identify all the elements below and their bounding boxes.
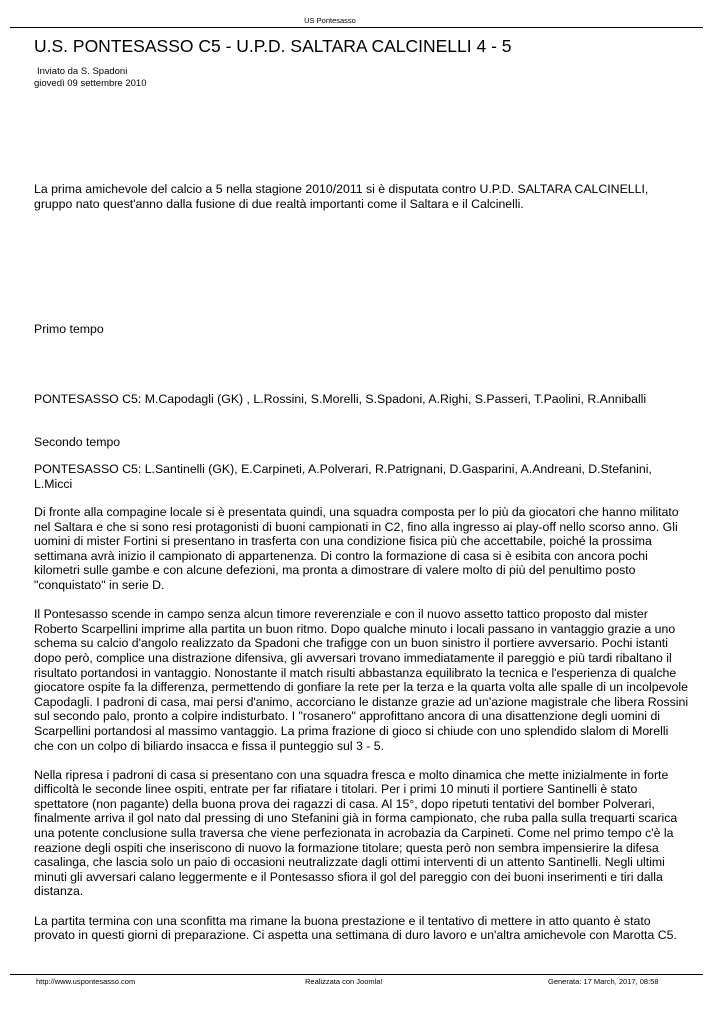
lineup-text: PONTESASSO C5: L.Santinelli (GK), E.Carpineti, A.Polverari, R.Patrignani, D.Gasparini, A.Andreani, D.Stefanini, L.Micci	[34, 462, 652, 491]
article-intro	[34, 182, 689, 211]
article-paragraph: Di fronte alla compagine locale si è presentata quindi, una squadra composta per lo più da giocatori che hanno militato nel Saltara e che si sono resi protagonisti di buoni campionati in C2, fino alla ingresso ai play-off nello scorso anno. Gli uomini di mister Fortini si presentano in trasferta con una condizione fisica più che accettabile, poiché la prossima settimana avrà inizio il campionato di appartenenza. Di contro la formazione di casa si è esibita con ancora pochi kilometri sulle gambe e con alcune defezioni, ma pronta a dimostrare di valere molto di più del penultimo posto "conquistato" in serie D.	[34, 505, 679, 592]
article-body	[34, 505, 689, 957]
secondo-tempo-heading	[34, 435, 689, 450]
article-date: giovedì 09 settembre 2010	[34, 78, 147, 89]
secondo-tempo-lineup	[34, 462, 689, 491]
header-divider	[10, 27, 703, 28]
heading-text: Secondo tempo	[34, 435, 121, 449]
primo-tempo-heading	[34, 322, 689, 337]
article-author: Inviato da S. Spadoni	[37, 66, 128, 77]
footer-powered-by: Realizzata con Joomla!	[305, 977, 383, 986]
article-meta	[34, 66, 147, 90]
article-paragraph: La partita termina con una sconfitta ma rimane la buona prestazione e il tentativo di mettere in atto quanto è stato provato in questi giorni di preparazione. Ci aspetta una settimana di duro lavoro e un'altra amichevole con Marotta C5.	[34, 913, 677, 943]
site-name-header: US Pontesasso	[304, 16, 356, 25]
intro-paragraph: La prima amichevole del calcio a 5 nella stagione 2010/2011 si è disputata contro U.P.D. SALTARA CALCINELLI, gruppo nato quest'anno dalla fusione di due realtà importanti come il Saltara e il Calcinelli.	[34, 182, 649, 211]
footer-divider	[10, 974, 703, 975]
article-paragraph: Nella ripresa i padroni di casa si presentano con una squadra fresca e molto dinamica che mette inizialmente in forte difficoltà le seconde linee ospiti, entrate per far rifiatare i titolari. Per i primi 10 minuti il portiere Santinelli è stato spettatore (non pagante) della buona prova dei ragazzi di casa. Al 15°, dopo ripetuti tentativi del bomber Polverari, finalmente arriva il gol nato dal pressing di uno Stefanini già in forma campionato, che ruba palla sulla trequarti scarica una potente conclusione sulla traversa che viene perfezionata in acrobazia da Carpineti. Come nel primo tempo c'è la reazione degli ospiti che inseriscono di nuovo la formazione titolare; questa però non sembra impensierire la difesa casalinga, che lascia solo un paio di occasioni neutralizzate dagli ottimi interventi di un attento Santinelli. Negli ultimi minuti gli avversari calano leggermente e il Pontesasso sfiora il gol del pareggio con dei buoni inserimenti e tiri dalla distanza.	[34, 767, 678, 899]
footer-url-link[interactable]: http://www.uspontesasso.com	[36, 977, 136, 986]
lineup-text: PONTESASSO C5: M.Capodagli (GK) , L.Rossini, S.Morelli, S.Spadoni, A.Righi, S.Passeri, T.Paolini, R.Anniballi	[34, 392, 647, 406]
article-title: U.S. PONTESASSO C5 - U.P.D. SALTARA CALCINELLI 4 - 5	[34, 36, 512, 56]
article-paragraph: Il Pontesasso scende in campo senza alcun timore reverenziale e con il nuovo assetto tattico proposto dal mister Roberto Scarpellini imprime alla partita un buon ritmo. Dopo qualche minuto i locali passano in vantaggio grazie a uno schema su calcio d'angolo realizzato da Spadoni che trafigge con un buon sinistro il portiere avversario. Pochi istanti dopo però, complice una distrazione difensiva, gli avversari trovano immediatamente il pareggio e più tardi ribaltano il risultato portandosi in vantaggio. Nonostante il match risulti abbastanza equilibrato la tecnica e l'esperienza di qualche giocatore ospite fa la differenza, permettendo di gonfiare la rete per la terza e la quarta volta alle spalle di un incolpevole Capodagli. I padroni di casa, mai persi d'animo, accorciano le distanze grazie ad un'azione magistrale che libera Rossini sul secondo palo, pronto a colpire indisturbato. I "rosanero" approfittano ancora di una disattenzione degli uomini di Scarpellini portandosi al massimo vantaggio. La prima frazione di gioco si chiude con uno splendido slalom di Morelli che con un colpo di biliardo insacca e fissa il punteggio sul 3 - 5.	[34, 607, 689, 753]
footer-generated-date: Generata: 17 March, 2017, 08:58	[548, 977, 659, 986]
heading-text: Primo tempo	[34, 322, 104, 336]
primo-tempo-lineup	[34, 392, 689, 407]
